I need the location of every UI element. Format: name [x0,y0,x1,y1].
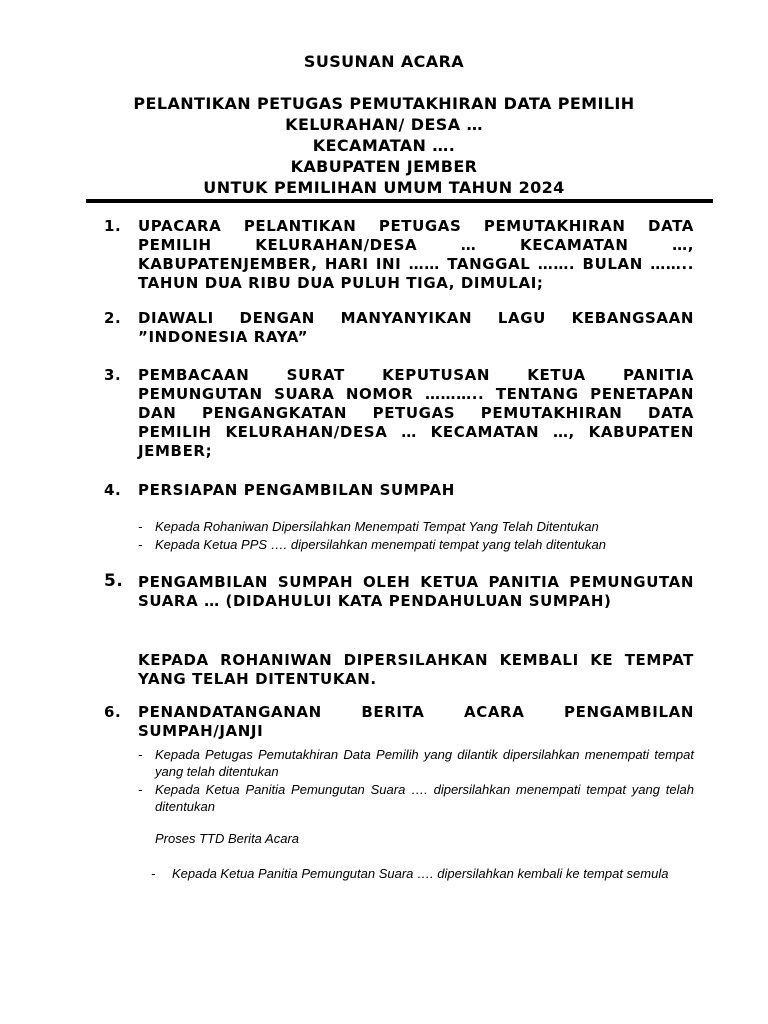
subtitle-line: KECAMATAN …. [312,136,456,155]
subtitle-line: PELANTIKAN PETUGAS PEMUTAKHIRAN DATA PEMILIH [133,94,635,113]
agenda-item-number: 5. [104,571,124,591]
dash-bullet: - [138,747,143,762]
agenda-subitem [138,781,694,815]
agenda-item-text: PENANDATANGANAN BERITA ACARA PENGAMBILAN SUMPAH/JANJI [138,703,694,740]
agenda-subitem [138,518,694,535]
document-title: SUSUNAN ACARA [303,52,465,71]
dash-bullet: - [138,519,143,534]
agenda-item-number: 6. [104,703,122,721]
agenda-subitem [151,865,694,882]
agenda-item-number: 4. [104,481,122,499]
agenda-item-text: PEMBACAAN SURAT KEPUTUSAN KETUA PANITIA PEMUNGUTAN SUARA NOMOR ……….. TENTANG PENETAPAN DAN PENGANGKATAN PETUGAS PEMUTAKHIRAN DATA PEMILIH KELURAHAN/DESA … KECAMATAN …, KABUPATEN JEMBER; [138,366,694,460]
header-divider [86,199,713,203]
agenda-item-number: 3. [104,366,122,384]
agenda-item-text: PERSIAPAN PENGAMBILAN SUMPAH [138,481,455,499]
subitem-text: Kepada Ketua PPS …. dipersilahkan menempati tempat yang telah ditentukan [155,537,606,552]
agenda-subitem [138,536,694,553]
agenda-item-number: 1. [104,217,122,235]
dash-bullet: - [151,866,156,881]
agenda-item-4 [104,481,694,500]
agenda-item-6 [104,703,694,741]
agenda-item-1 [104,217,694,293]
agenda-closing-note: KEPADA ROHANIWAN DIPERSILAHKAN KEMBALI KE TEMPAT YANG TELAH DITENTUKAN. [138,651,694,688]
subitem-text: Kepada Petugas Pemutakhiran Data Pemilih yang dilantik dipersilahkan menempati tempat yang telah ditentukan [155,747,694,779]
subtitle-line: KELURAHAN/ DESA … [285,115,483,134]
subitem-text: Kepada Ketua Panitia Pemungutan Suara …. dipersilahkan kembali ke tempat semula [172,866,669,881]
subtitle-line: UNTUK PEMILIHAN UMUM TAHUN 2024 [203,178,565,197]
agenda-item-2 [104,309,694,347]
dash-bullet: - [138,537,143,552]
dash-bullet: - [138,782,143,797]
agenda-item-text: PENGAMBILAN SUMPAH OLEH KETUA PANITIA PEMUNGUTAN SUARA … (DIDAHULUI KATA PENDAHULUAN SUMPAH) [138,573,694,610]
document-subtitle [0,93,768,198]
subtitle-line: KABUPATEN JEMBER [290,157,478,176]
subitem-text: Kepada Rohaniwan Dipersilahkan Menempati Tempat Yang Telah Ditentukan [155,519,599,534]
subitem-text: Kepada Ketua Panitia Pemungutan Suara …. dipersilahkan menempati tempat yang telah ditentukan [155,782,694,814]
agenda-item-number: 2. [104,309,122,327]
process-note: Proses TTD Berita Acara [155,831,300,846]
agenda-item-text: DIAWALI DENGAN MANYANYIKAN LAGU KEBANGSAAN ”INDONESIA RAYA” [138,309,694,346]
agenda-subitem [138,746,694,780]
agenda-item-text: UPACARA PELANTIKAN PETUGAS PEMUTAKHIRAN DATA PEMILIH KELURAHAN/DESA … KECAMATAN …, KABUPATENJEMBER, HARI INI …… TANGGAL ……. BULAN …….. TAHUN DUA RIBU DUA PULUH TIGA, DIMULAI; [138,217,694,292]
agenda-item-3 [104,366,694,461]
agenda-item-5 [104,573,694,611]
